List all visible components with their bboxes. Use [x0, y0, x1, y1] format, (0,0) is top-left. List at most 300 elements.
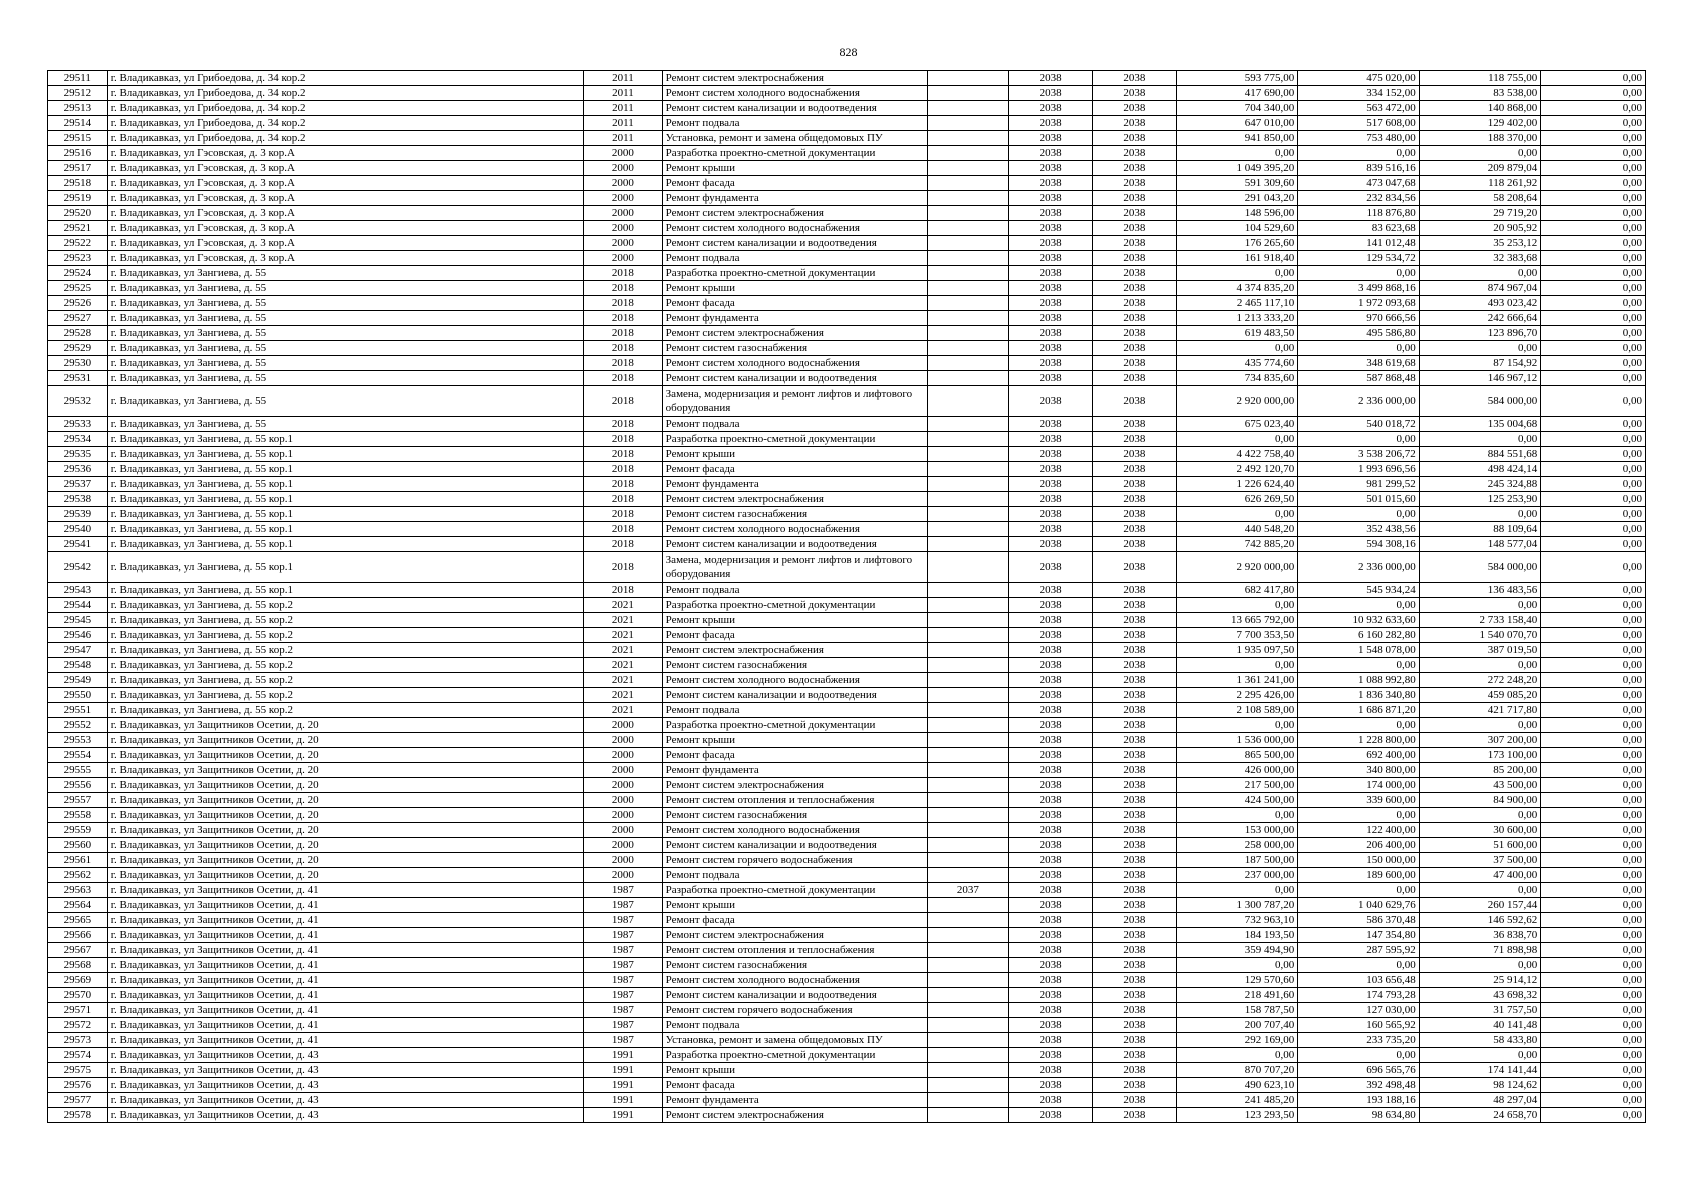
table-row: [48, 356, 1646, 371]
fund-cost-cell: 10 932 633,60: [1298, 613, 1419, 628]
address-cell: г. Владикавказ, ул Защитников Осетии, д. 43: [107, 1093, 583, 1108]
end-year-cell: 2038: [1093, 883, 1177, 898]
work-type-cell: Ремонт фасада: [662, 1078, 927, 1093]
other-cost-cell: 0,00: [1541, 928, 1646, 943]
fund-cost-cell: 696 565,76: [1298, 1063, 1419, 1078]
build-year-cell: 2018: [584, 356, 663, 371]
other-cost-cell: 0,00: [1541, 131, 1646, 146]
other-cost-cell: 0,00: [1541, 703, 1646, 718]
fund-cost-cell: 501 015,60: [1298, 492, 1419, 507]
work-type-cell: Ремонт крыши: [662, 161, 927, 176]
address-cell: г. Владикавказ, ул Гэсовская, д. 3 кор.А: [107, 221, 583, 236]
fund-cost-cell: 0,00: [1298, 718, 1419, 733]
other-cost-cell: 0,00: [1541, 823, 1646, 838]
work-type-cell: Ремонт систем холодного водоснабжения: [662, 973, 927, 988]
build-year-cell: 2000: [584, 748, 663, 763]
fund-cost-cell: 2 336 000,00: [1298, 386, 1419, 417]
start-year-cell: 2038: [1009, 71, 1093, 86]
fund-cost-cell: 753 480,00: [1298, 131, 1419, 146]
planned-year-cell: [927, 221, 1009, 236]
row-number-cell: 29544: [48, 598, 108, 613]
start-year-cell: 2038: [1009, 823, 1093, 838]
address-cell: г. Владикавказ, ул Защитников Осетии, д. 20: [107, 853, 583, 868]
start-year-cell: 2038: [1009, 131, 1093, 146]
build-year-cell: 2018: [584, 326, 663, 341]
table-row: [48, 643, 1646, 658]
table-row: [48, 176, 1646, 191]
table-row: [48, 658, 1646, 673]
table-row: [48, 71, 1646, 86]
other-cost-cell: 0,00: [1541, 1033, 1646, 1048]
work-type-cell: Ремонт фундамента: [662, 311, 927, 326]
table-row: [48, 1033, 1646, 1048]
fund-cost-cell: 0,00: [1298, 432, 1419, 447]
end-year-cell: 2038: [1093, 386, 1177, 417]
work-type-cell: Ремонт систем электроснабжения: [662, 71, 927, 86]
table-row: [48, 462, 1646, 477]
planned-year-cell: [927, 507, 1009, 522]
work-type-cell: Ремонт подвала: [662, 251, 927, 266]
table-row: [48, 161, 1646, 176]
row-number-cell: 29523: [48, 251, 108, 266]
row-number-cell: 29546: [48, 628, 108, 643]
row-number-cell: 29557: [48, 793, 108, 808]
build-year-cell: 2021: [584, 658, 663, 673]
total-cost-cell: 0,00: [1176, 266, 1297, 281]
table-row: [48, 913, 1646, 928]
end-year-cell: 2038: [1093, 1078, 1177, 1093]
start-year-cell: 2038: [1009, 748, 1093, 763]
owner-cost-cell: 245 324,88: [1419, 477, 1540, 492]
end-year-cell: 2038: [1093, 281, 1177, 296]
work-type-cell: Ремонт систем холодного водоснабжения: [662, 221, 927, 236]
fund-cost-cell: 475 020,00: [1298, 71, 1419, 86]
fund-cost-cell: 1 972 093,68: [1298, 296, 1419, 311]
end-year-cell: 2038: [1093, 522, 1177, 537]
build-year-cell: 2021: [584, 673, 663, 688]
planned-year-cell: [927, 658, 1009, 673]
start-year-cell: 2038: [1009, 658, 1093, 673]
build-year-cell: 2018: [584, 477, 663, 492]
build-year-cell: 2021: [584, 703, 663, 718]
end-year-cell: 2038: [1093, 432, 1177, 447]
start-year-cell: 2038: [1009, 688, 1093, 703]
address-cell: г. Владикавказ, ул Гэсовская, д. 3 кор.А: [107, 161, 583, 176]
start-year-cell: 2038: [1009, 281, 1093, 296]
work-type-cell: Ремонт фундамента: [662, 477, 927, 492]
total-cost-cell: 291 043,20: [1176, 191, 1297, 206]
row-number-cell: 29555: [48, 763, 108, 778]
build-year-cell: 2000: [584, 733, 663, 748]
other-cost-cell: 0,00: [1541, 266, 1646, 281]
start-year-cell: 2038: [1009, 552, 1093, 583]
total-cost-cell: 704 340,00: [1176, 101, 1297, 116]
row-number-cell: 29537: [48, 477, 108, 492]
work-type-cell: Ремонт фундамента: [662, 763, 927, 778]
end-year-cell: 2038: [1093, 356, 1177, 371]
total-cost-cell: 7 700 353,50: [1176, 628, 1297, 643]
row-number-cell: 29512: [48, 86, 108, 101]
other-cost-cell: 0,00: [1541, 913, 1646, 928]
total-cost-cell: 0,00: [1176, 341, 1297, 356]
table-row: [48, 748, 1646, 763]
total-cost-cell: 123 293,50: [1176, 1108, 1297, 1123]
address-cell: г. Владикавказ, ул Грибоедова, д. 34 кор.2: [107, 86, 583, 101]
other-cost-cell: 0,00: [1541, 311, 1646, 326]
planned-year-cell: [927, 793, 1009, 808]
address-cell: г. Владикавказ, ул Грибоедова, д. 34 кор.2: [107, 71, 583, 86]
build-year-cell: 2018: [584, 371, 663, 386]
planned-year-cell: [927, 1078, 1009, 1093]
total-cost-cell: 2 920 000,00: [1176, 386, 1297, 417]
end-year-cell: 2038: [1093, 417, 1177, 432]
build-year-cell: 2000: [584, 823, 663, 838]
owner-cost-cell: 125 253,90: [1419, 492, 1540, 507]
other-cost-cell: 0,00: [1541, 613, 1646, 628]
planned-year-cell: [927, 598, 1009, 613]
owner-cost-cell: 129 402,00: [1419, 116, 1540, 131]
build-year-cell: 2000: [584, 221, 663, 236]
row-number-cell: 29560: [48, 838, 108, 853]
row-number-cell: 29529: [48, 341, 108, 356]
row-number-cell: 29569: [48, 973, 108, 988]
table-row: [48, 823, 1646, 838]
row-number-cell: 29573: [48, 1033, 108, 1048]
fund-cost-cell: 118 876,80: [1298, 206, 1419, 221]
owner-cost-cell: 0,00: [1419, 718, 1540, 733]
planned-year-cell: [927, 628, 1009, 643]
end-year-cell: 2038: [1093, 748, 1177, 763]
row-number-cell: 29556: [48, 778, 108, 793]
total-cost-cell: 292 169,00: [1176, 1033, 1297, 1048]
end-year-cell: 2038: [1093, 191, 1177, 206]
table-row: [48, 808, 1646, 823]
other-cost-cell: 0,00: [1541, 1108, 1646, 1123]
row-number-cell: 29548: [48, 658, 108, 673]
table-row: [48, 838, 1646, 853]
fund-cost-cell: 1 548 078,00: [1298, 643, 1419, 658]
work-type-cell: Ремонт фасада: [662, 176, 927, 191]
work-type-cell: Ремонт систем канализации и водоотведения: [662, 988, 927, 1003]
start-year-cell: 2038: [1009, 838, 1093, 853]
end-year-cell: 2038: [1093, 808, 1177, 823]
row-number-cell: 29551: [48, 703, 108, 718]
row-number-cell: 29553: [48, 733, 108, 748]
fund-cost-cell: 127 030,00: [1298, 1003, 1419, 1018]
address-cell: г. Владикавказ, ул Зангиева, д. 55: [107, 266, 583, 281]
start-year-cell: 2038: [1009, 1063, 1093, 1078]
fund-cost-cell: 160 565,92: [1298, 1018, 1419, 1033]
total-cost-cell: 870 707,20: [1176, 1063, 1297, 1078]
build-year-cell: 2000: [584, 763, 663, 778]
planned-year-cell: [927, 853, 1009, 868]
address-cell: г. Владикавказ, ул Зангиева, д. 55 кор.1: [107, 462, 583, 477]
end-year-cell: 2038: [1093, 462, 1177, 477]
work-type-cell: Ремонт систем канализации и водоотведения: [662, 537, 927, 552]
build-year-cell: 2000: [584, 146, 663, 161]
other-cost-cell: 0,00: [1541, 356, 1646, 371]
table-row: [48, 447, 1646, 462]
row-number-cell: 29522: [48, 236, 108, 251]
build-year-cell: 2021: [584, 613, 663, 628]
end-year-cell: 2038: [1093, 537, 1177, 552]
table-row: [48, 236, 1646, 251]
table-row: [48, 266, 1646, 281]
planned-year-cell: [927, 341, 1009, 356]
table-row: [48, 522, 1646, 537]
start-year-cell: 2038: [1009, 988, 1093, 1003]
build-year-cell: 2018: [584, 281, 663, 296]
end-year-cell: 2038: [1093, 688, 1177, 703]
work-type-cell: Разработка проектно-сметной документации: [662, 1048, 927, 1063]
work-type-cell: Ремонт крыши: [662, 898, 927, 913]
row-number-cell: 29550: [48, 688, 108, 703]
start-year-cell: 2038: [1009, 973, 1093, 988]
address-cell: г. Владикавказ, ул Зангиева, д. 55 кор.2: [107, 628, 583, 643]
fund-cost-cell: 334 152,00: [1298, 86, 1419, 101]
row-number-cell: 29536: [48, 462, 108, 477]
build-year-cell: 1987: [584, 1018, 663, 1033]
build-year-cell: 2018: [584, 341, 663, 356]
total-cost-cell: 647 010,00: [1176, 116, 1297, 131]
build-year-cell: 2011: [584, 71, 663, 86]
total-cost-cell: 0,00: [1176, 808, 1297, 823]
planned-year-cell: [927, 958, 1009, 973]
planned-year-cell: [927, 266, 1009, 281]
build-year-cell: 2018: [584, 552, 663, 583]
fund-cost-cell: 340 800,00: [1298, 763, 1419, 778]
table-row: [48, 688, 1646, 703]
owner-cost-cell: 188 370,00: [1419, 131, 1540, 146]
planned-year-cell: [927, 1048, 1009, 1063]
work-type-cell: Ремонт крыши: [662, 1063, 927, 1078]
start-year-cell: 2038: [1009, 778, 1093, 793]
owner-cost-cell: 58 433,80: [1419, 1033, 1540, 1048]
row-number-cell: 29543: [48, 583, 108, 598]
other-cost-cell: 0,00: [1541, 507, 1646, 522]
total-cost-cell: 258 000,00: [1176, 838, 1297, 853]
end-year-cell: 2038: [1093, 311, 1177, 326]
start-year-cell: 2038: [1009, 206, 1093, 221]
capital-repair-table: [47, 70, 1646, 1123]
owner-cost-cell: 30 600,00: [1419, 823, 1540, 838]
total-cost-cell: 4 422 758,40: [1176, 447, 1297, 462]
address-cell: г. Владикавказ, ул Защитников Осетии, д. 43: [107, 1048, 583, 1063]
owner-cost-cell: 20 905,92: [1419, 221, 1540, 236]
fund-cost-cell: 3 538 206,72: [1298, 447, 1419, 462]
address-cell: г. Владикавказ, ул Гэсовская, д. 3 кор.А: [107, 236, 583, 251]
planned-year-cell: [927, 462, 1009, 477]
owner-cost-cell: 0,00: [1419, 1048, 1540, 1063]
planned-year-cell: [927, 146, 1009, 161]
work-type-cell: Ремонт систем горячего водоснабжения: [662, 853, 927, 868]
work-type-cell: Ремонт систем электроснабжения: [662, 492, 927, 507]
build-year-cell: 2018: [584, 462, 663, 477]
table-row: [48, 613, 1646, 628]
work-type-cell: Ремонт подвала: [662, 417, 927, 432]
build-year-cell: 2021: [584, 688, 663, 703]
other-cost-cell: 0,00: [1541, 898, 1646, 913]
fund-cost-cell: 0,00: [1298, 808, 1419, 823]
address-cell: г. Владикавказ, ул Гэсовская, д. 3 кор.А: [107, 251, 583, 266]
fund-cost-cell: 1 993 696,56: [1298, 462, 1419, 477]
table-row: [48, 1078, 1646, 1093]
row-number-cell: 29527: [48, 311, 108, 326]
fund-cost-cell: 540 018,72: [1298, 417, 1419, 432]
fund-cost-cell: 3 499 868,16: [1298, 281, 1419, 296]
owner-cost-cell: 58 208,64: [1419, 191, 1540, 206]
other-cost-cell: 0,00: [1541, 883, 1646, 898]
row-number-cell: 29567: [48, 943, 108, 958]
start-year-cell: 2038: [1009, 928, 1093, 943]
table-row: [48, 432, 1646, 447]
address-cell: г. Владикавказ, ул Зангиева, д. 55 кор.1: [107, 447, 583, 462]
build-year-cell: 2011: [584, 116, 663, 131]
build-year-cell: 1991: [584, 1093, 663, 1108]
build-year-cell: 1987: [584, 1033, 663, 1048]
fund-cost-cell: 2 336 000,00: [1298, 552, 1419, 583]
start-year-cell: 2038: [1009, 447, 1093, 462]
end-year-cell: 2038: [1093, 1093, 1177, 1108]
owner-cost-cell: 43 500,00: [1419, 778, 1540, 793]
other-cost-cell: 0,00: [1541, 221, 1646, 236]
work-type-cell: Ремонт систем газоснабжения: [662, 341, 927, 356]
end-year-cell: 2038: [1093, 251, 1177, 266]
build-year-cell: 2018: [584, 522, 663, 537]
address-cell: г. Владикавказ, ул Защитников Осетии, д. 20: [107, 808, 583, 823]
owner-cost-cell: 146 592,62: [1419, 913, 1540, 928]
table-row: [48, 371, 1646, 386]
fund-cost-cell: 563 472,00: [1298, 101, 1419, 116]
owner-cost-cell: 272 248,20: [1419, 673, 1540, 688]
row-number-cell: 29552: [48, 718, 108, 733]
owner-cost-cell: 135 004,68: [1419, 417, 1540, 432]
build-year-cell: 2011: [584, 101, 663, 116]
other-cost-cell: 0,00: [1541, 371, 1646, 386]
owner-cost-cell: 242 666,64: [1419, 311, 1540, 326]
other-cost-cell: 0,00: [1541, 763, 1646, 778]
other-cost-cell: 0,00: [1541, 101, 1646, 116]
planned-year-cell: [927, 537, 1009, 552]
planned-year-cell: [927, 898, 1009, 913]
table-row: [48, 281, 1646, 296]
work-type-cell: Ремонт систем канализации и водоотведения: [662, 101, 927, 116]
work-type-cell: Разработка проектно-сметной документации: [662, 266, 927, 281]
build-year-cell: 2021: [584, 643, 663, 658]
table-row: [48, 1063, 1646, 1078]
table-row: [48, 778, 1646, 793]
other-cost-cell: 0,00: [1541, 447, 1646, 462]
planned-year-cell: [927, 356, 1009, 371]
end-year-cell: 2038: [1093, 898, 1177, 913]
address-cell: г. Владикавказ, ул Защитников Осетии, д. 43: [107, 1108, 583, 1123]
work-type-cell: Ремонт систем электроснабжения: [662, 1108, 927, 1123]
table-row: [48, 628, 1646, 643]
total-cost-cell: 682 417,80: [1176, 583, 1297, 598]
planned-year-cell: [927, 386, 1009, 417]
total-cost-cell: 2 920 000,00: [1176, 552, 1297, 583]
other-cost-cell: 0,00: [1541, 733, 1646, 748]
address-cell: г. Владикавказ, ул Зангиева, д. 55 кор.2: [107, 658, 583, 673]
address-cell: г. Владикавказ, ул Защитников Осетии, д. 20: [107, 733, 583, 748]
owner-cost-cell: 209 879,04: [1419, 161, 1540, 176]
planned-year-cell: [927, 1063, 1009, 1078]
total-cost-cell: 2 492 120,70: [1176, 462, 1297, 477]
address-cell: г. Владикавказ, ул Защитников Осетии, д. 41: [107, 913, 583, 928]
build-year-cell: 2000: [584, 206, 663, 221]
total-cost-cell: 0,00: [1176, 146, 1297, 161]
table-row: [48, 973, 1646, 988]
start-year-cell: 2038: [1009, 1078, 1093, 1093]
planned-year-cell: [927, 643, 1009, 658]
address-cell: г. Владикавказ, ул Зангиева, д. 55: [107, 386, 583, 417]
work-type-cell: Ремонт систем холодного водоснабжения: [662, 823, 927, 838]
work-type-cell: Ремонт систем электроснабжения: [662, 206, 927, 221]
owner-cost-cell: 48 297,04: [1419, 1093, 1540, 1108]
fund-cost-cell: 1 088 992,80: [1298, 673, 1419, 688]
row-number-cell: 29559: [48, 823, 108, 838]
end-year-cell: 2038: [1093, 628, 1177, 643]
work-type-cell: Ремонт систем отопления и теплоснабжения: [662, 943, 927, 958]
other-cost-cell: 0,00: [1541, 838, 1646, 853]
fund-cost-cell: 981 299,52: [1298, 477, 1419, 492]
total-cost-cell: 417 690,00: [1176, 86, 1297, 101]
row-number-cell: 29563: [48, 883, 108, 898]
address-cell: г. Владикавказ, ул Зангиева, д. 55 кор.1: [107, 477, 583, 492]
end-year-cell: 2038: [1093, 763, 1177, 778]
end-year-cell: 2038: [1093, 161, 1177, 176]
start-year-cell: 2038: [1009, 311, 1093, 326]
table-row: [48, 958, 1646, 973]
fund-cost-cell: 0,00: [1298, 598, 1419, 613]
address-cell: г. Владикавказ, ул Зангиева, д. 55 кор.1: [107, 492, 583, 507]
start-year-cell: 2038: [1009, 673, 1093, 688]
row-number-cell: 29528: [48, 326, 108, 341]
fund-cost-cell: 189 600,00: [1298, 868, 1419, 883]
end-year-cell: 2038: [1093, 823, 1177, 838]
end-year-cell: 2038: [1093, 146, 1177, 161]
end-year-cell: 2038: [1093, 236, 1177, 251]
end-year-cell: 2038: [1093, 793, 1177, 808]
owner-cost-cell: 146 967,12: [1419, 371, 1540, 386]
build-year-cell: 2000: [584, 853, 663, 868]
owner-cost-cell: 83 538,00: [1419, 86, 1540, 101]
row-number-cell: 29524: [48, 266, 108, 281]
planned-year-cell: [927, 1033, 1009, 1048]
build-year-cell: 2000: [584, 793, 663, 808]
work-type-cell: Ремонт систем канализации и водоотведения: [662, 236, 927, 251]
table-row: [48, 206, 1646, 221]
end-year-cell: 2038: [1093, 326, 1177, 341]
planned-year-cell: [927, 101, 1009, 116]
total-cost-cell: 153 000,00: [1176, 823, 1297, 838]
planned-year-cell: [927, 296, 1009, 311]
other-cost-cell: 0,00: [1541, 537, 1646, 552]
owner-cost-cell: 0,00: [1419, 146, 1540, 161]
total-cost-cell: 1 300 787,20: [1176, 898, 1297, 913]
table-row: [48, 763, 1646, 778]
total-cost-cell: 591 309,60: [1176, 176, 1297, 191]
build-year-cell: 2000: [584, 838, 663, 853]
page-number: 828: [839, 45, 858, 59]
owner-cost-cell: 25 914,12: [1419, 973, 1540, 988]
end-year-cell: 2038: [1093, 86, 1177, 101]
fund-cost-cell: 174 793,28: [1298, 988, 1419, 1003]
total-cost-cell: 104 529,60: [1176, 221, 1297, 236]
row-number-cell: 29575: [48, 1063, 108, 1078]
work-type-cell: Разработка проектно-сметной документации: [662, 718, 927, 733]
fund-cost-cell: 0,00: [1298, 658, 1419, 673]
